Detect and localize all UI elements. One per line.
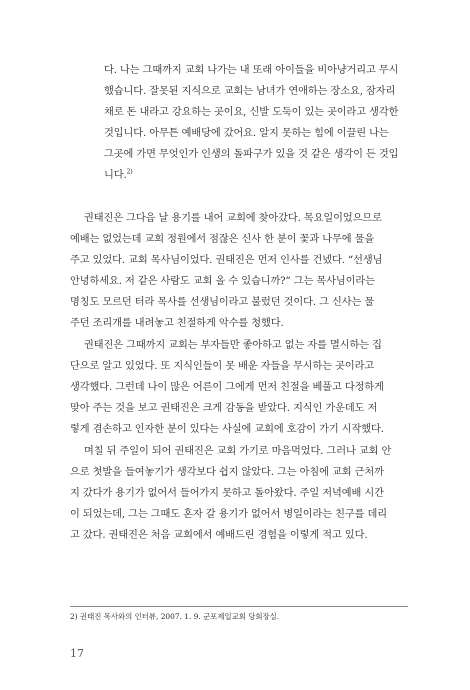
quote-line: 채로 돈 내라고 강요하는 곳이요, 신발 도둑이 있는 곳이라고 생각한 — [104, 107, 399, 118]
footnote-divider — [70, 606, 408, 607]
quote-line-text: 니다. — [104, 170, 127, 181]
paragraph-line: 고 갔다. 권태진은 처음 교회에서 예배드린 경험을 이렇게 적고 있다. — [70, 530, 368, 541]
paragraph-line: 생각했다. 그런데 나이 많은 어른이 그에게 먼저 친절을 베풀고 다정하게 — [70, 382, 384, 393]
quote-line: 다. 나는 그때까지 교회 나가는 내 또래 아이들을 비아냥거리고 무시 — [104, 65, 399, 76]
paragraph-line: 렇게 겸손하고 인자한 분이 있다는 사실에 교회에 호감이 가기 시작했다. — [70, 424, 384, 435]
paragraph-line: 권태진은 그때까지 교회는 부자들만 좋아하고 없는 자를 멸시하는 집 — [84, 340, 382, 351]
footnote: 2) 권태진 목사와의 인터뷰, 2007. 1. 9. 군포제일교회 당회장실. — [70, 612, 280, 621]
paragraph-line: 주고 있었다. 교회 목사님이었다. 권태진은 먼저 인사를 건넸다. “선생님 — [70, 255, 383, 266]
footnote-reference: 2) — [126, 168, 133, 176]
quote-line: 했습니다. 잘못된 지식으로 교회는 남녀가 연애하는 장소요, 잠자리 — [104, 86, 396, 97]
quote-line: 것입니다. 아무튼 예배당에 갔어요. 알지 못하는 힘에 이끌린 나는 — [104, 128, 389, 139]
paragraph-line: 권태진은 그다음 날 용기를 내어 교회에 찾아갔다. 목요일이었으므로 — [84, 213, 382, 224]
paragraph-line: 주던 조리개를 내려놓고 친절하게 악수를 청했다. — [70, 318, 284, 329]
paragraph-line: 지 갔다가 용기가 없어서 들어가지 못하고 돌아왔다. 주일 저녁예배 시간 — [70, 488, 384, 499]
paragraph-line: 며칠 뒤 주일이 되어 권태진은 교회 가기로 마음먹었다. 그러나 교회 안 — [84, 446, 392, 457]
quote-line: 그곳에 가면 무엇인가 인생의 돌파구가 있을 것 같은 생각이 든 것입 — [104, 149, 399, 160]
page-number: 17 — [70, 647, 84, 660]
paragraph-line: 맞아 주는 것을 보고 권태진은 크게 감동을 받았다. 지식인 가운데도 저 — [70, 403, 378, 414]
paragraph-line: 예배는 없었는데 교회 정원에서 점잖은 신사 한 분이 꽃과 나무에 물을 — [70, 234, 375, 245]
paragraph-line: 안녕하세요. 저 같은 사람도 교회 올 수 있습니까?” 그는 목사님이라는 — [70, 276, 375, 287]
paragraph-line: 이 되었는데, 그는 그때도 혼자 갈 용기가 없어서 병일이라는 친구를 데리 — [70, 509, 388, 520]
paragraph-line: 단으로 알고 있었다. 또 지식인들이 못 배운 자들을 무시하는 곳이라고 — [70, 361, 375, 372]
paragraph-line: 명칭도 모르던 터라 목사를 선생님이라고 불렀던 것이다. 그 신사는 물 — [70, 297, 375, 308]
paragraph-line: 으로 첫발을 들여놓기가 생각보다 쉽지 않았다. 그는 아침에 교회 근처까 — [70, 467, 384, 478]
quote-line-last — [104, 169, 408, 183]
